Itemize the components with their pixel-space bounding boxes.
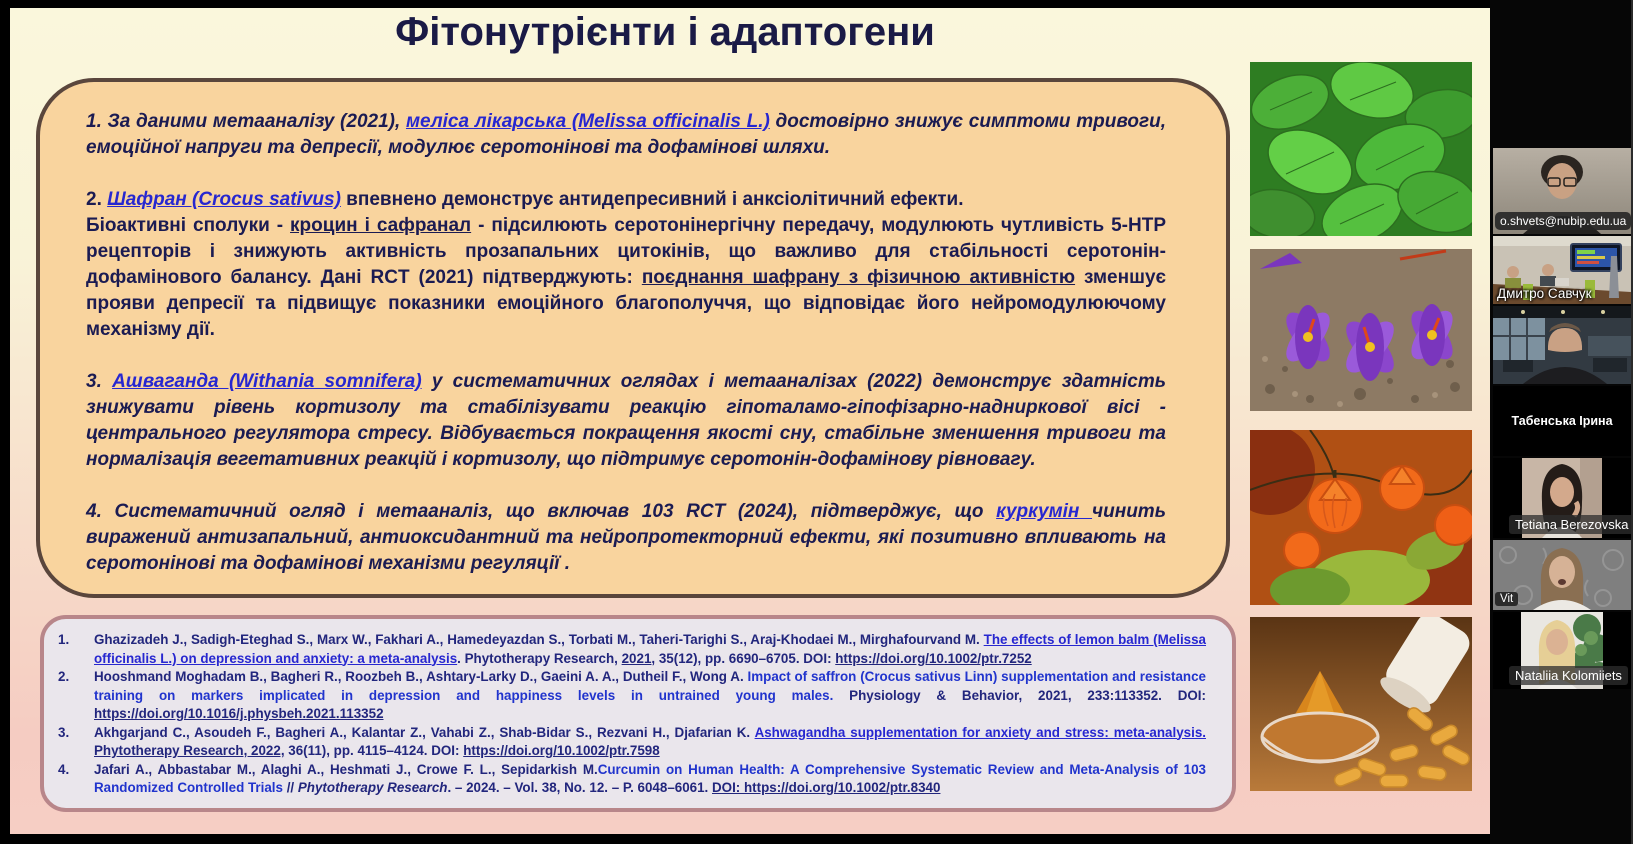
participant-tile-nataliia[interactable] (1493, 612, 1631, 689)
turmeric-photo (1250, 617, 1472, 791)
reference-item (58, 761, 1206, 798)
text-segment: зменшує прояви депресії та підвищує показники емоційного благополуччя, що відповідає його нейромодулюючому механізму дії. (86, 267, 1166, 340)
reference-text (94, 761, 1206, 798)
participant-video (1493, 306, 1631, 384)
text-segment-u: поєднання шафрану з фізичною активністю (641, 267, 1076, 288)
text-segment-u: Phytotherapy Research, 2022, (94, 743, 285, 758)
slide-paragraphs (86, 109, 1166, 577)
participant-name-label: Tetiana Berezovska (1509, 515, 1631, 534)
physalis-illustration (1250, 430, 1472, 605)
text-segment: Physiology & Behavior, 2021, 233:113352. DOI: (833, 687, 1206, 703)
physalis-photo (1250, 430, 1472, 605)
participant-name-label: Дмитро Савчук (1497, 286, 1592, 301)
participant-tile-unnamed[interactable] (1493, 306, 1631, 384)
text-segment-i: Phytotherapy Research (297, 780, 448, 795)
text-segment: Akhgarjand C., Asoudeh F., Bagheri A., Kalantar Z., Vahabi Z., Shab-Bidar S., Rezvani H., Djafarian K. (94, 724, 755, 740)
reference-number: 2. (58, 669, 70, 684)
text-segment-link[interactable]: The effects of lemon balm (Melissa officinalis L.) on depression and anxiety: a meta-analysis (94, 632, 1207, 666)
lemon-balm-photo (1250, 62, 1472, 236)
slide-paragraph (86, 109, 1166, 161)
text-segment: 36(11), pp. 4115–4124. DOI: (284, 743, 464, 758)
references-box (40, 615, 1236, 812)
references-list (58, 631, 1206, 798)
participants-panel (1490, 0, 1633, 844)
text-segment: Jafari A., Abbastabar M., Alaghi A., Heshmati J., Crowe F. L., Sepidarkish M. (94, 761, 598, 777)
reference-number: 3. (58, 724, 70, 740)
saffron-illustration (1250, 249, 1472, 411)
turmeric-illustration (1250, 617, 1472, 791)
text-segment-link[interactable]: меліса лікарська (Melissa officinalis L.) (405, 111, 770, 132)
participant-tile-dmytro[interactable] (1493, 236, 1631, 304)
shared-slide (10, 8, 1490, 834)
text-segment: . – 2024. – Vol. 38, No. 12. – P. 6048–6061. (447, 780, 712, 795)
participant-tile-oshvets[interactable] (1493, 148, 1631, 234)
text-segment-u: DOI: https://doi.org/10.1002/ptr.8340 (712, 780, 941, 795)
text-segment-blue: Curcumin on Human Health: A Comprehensive Systematic Review and Meta-Analysis of 103 Randomized Controlled Trials (94, 761, 1206, 795)
reference-item (58, 724, 1206, 761)
reference-item (58, 668, 1206, 724)
text-segment: 35(12), pp. 6690–6705. DOI: (655, 650, 836, 666)
participant-name-label: Табенська Ірина (1511, 414, 1613, 428)
participant-tile-vit[interactable] (1493, 540, 1631, 610)
participant-tile-tabenska[interactable] (1493, 386, 1631, 456)
text-segment: у систематичних оглядах і метааналізах (2022) демонструє здатність знижувати рівень кортизолу та стабілізувати реакцію гіпоталамо-гіпофізарно-надниркової вісі - центрального регулятора стресу. Відбувається покращення якості сну, стабільне зменшення тривоги та нормалізація вегетативних реакцій і кортизолу, що підтримує серотонін-дофамінову рівновагу. (86, 371, 1166, 470)
text-segment: // (282, 780, 298, 795)
text-segment: чинить виражений антизапальний, антиоксидантний та нейропротекторний ефекти, які позитивно впливають на серотонінові та дофамінові механізми регуляції . (86, 501, 1166, 574)
text-segment-blue: Impact of saffron (Crocus sativus Linn) supplementation and resistance training on markers implicated in depression and happiness levels in untrained young males. (94, 669, 1206, 703)
reference-text (94, 724, 1206, 761)
lemon-balm-illustration (1250, 62, 1472, 236)
content-box (36, 78, 1230, 598)
reference-item (58, 631, 1206, 668)
text-segment-u: https://doi.org/10.1002/ptr.7252 (835, 650, 1032, 666)
text-segment: 1. За даними метааналізу (2021), (86, 111, 406, 132)
text-segment: впевнено демонструє антидепресивний і анксіолітичний ефекти. Біоактивні сполуки - (86, 189, 964, 236)
text-segment-u: https://doi.org/10.1002/ptr.7598 (463, 743, 660, 758)
saffron-photo (1250, 249, 1472, 411)
text-segment-u: 2021, (621, 650, 656, 666)
text-segment-link[interactable]: Ashwagandha supplementation for anxiety and stress: meta-analysis. (754, 724, 1206, 740)
slide-paragraph (86, 369, 1166, 473)
reference-number: 4. (58, 761, 70, 777)
text-segment-link[interactable]: Ашваганда (Withania somnifera) (112, 371, 422, 392)
reference-text (94, 631, 1206, 668)
text-segment: 4. Систематичний огляд і метааналіз, що включав 103 RCT (2024), підтверджує, що (86, 501, 997, 522)
slide-title: Фітонутрієнти і адаптогени (395, 10, 935, 54)
text-segment: 2. (86, 189, 108, 210)
reference-number: 1. (58, 632, 70, 647)
slide-paragraph (86, 499, 1166, 577)
participant-name-label: o.shvets@nubip.edu.ua (1495, 212, 1631, 230)
slide-paragraph (86, 187, 1166, 343)
text-segment-u: кроцин і сафранал (290, 215, 472, 236)
text-segment: Ghazizadeh J., Sadigh-Eteghad S., Marx W., Fakhari A., Hamedeyazdan S., Torbati M., Taheri-Tarighi S., Araj-Khodaei M., Mirghafourvand M. (94, 632, 984, 647)
text-segment: достовірно знижує симптоми тривоги, емоційної напруги та депресії, модулює серотонінові та дофамінові шляхи. (86, 111, 1166, 158)
text-segment: 3. (86, 371, 113, 392)
text-segment-link-italic[interactable]: Шафран (Crocus sativus) (107, 189, 341, 210)
text-segment: . Phytotherapy Research, (457, 650, 622, 666)
text-segment-link[interactable]: куркумін (996, 501, 1093, 522)
participant-name-label: Nataliia Kolomiiets (1509, 666, 1628, 685)
participant-name-label: Vit (1495, 592, 1518, 606)
participant-tile-tetiana[interactable] (1493, 458, 1631, 538)
text-segment-u: https://doi.org/10.1016/j.physbeh.2021.113352 (94, 706, 384, 721)
text-segment: Hooshmand Moghadam B., Bagheri R., Roozbeh B., Ashtary-Larky D., Gaeini A. A., Dutheil F., Wong A. (94, 669, 748, 684)
text-segment: - підсилюють серотонінергічну передачу, модулюють чутливість 5-НТР рецепторів і знижують активність прозапальних цитокінів, що важливо для стабільності серотонін-дофамінового балансу. Дані RCT (2021) підтверджують: (86, 215, 1166, 288)
reference-text (94, 668, 1206, 724)
